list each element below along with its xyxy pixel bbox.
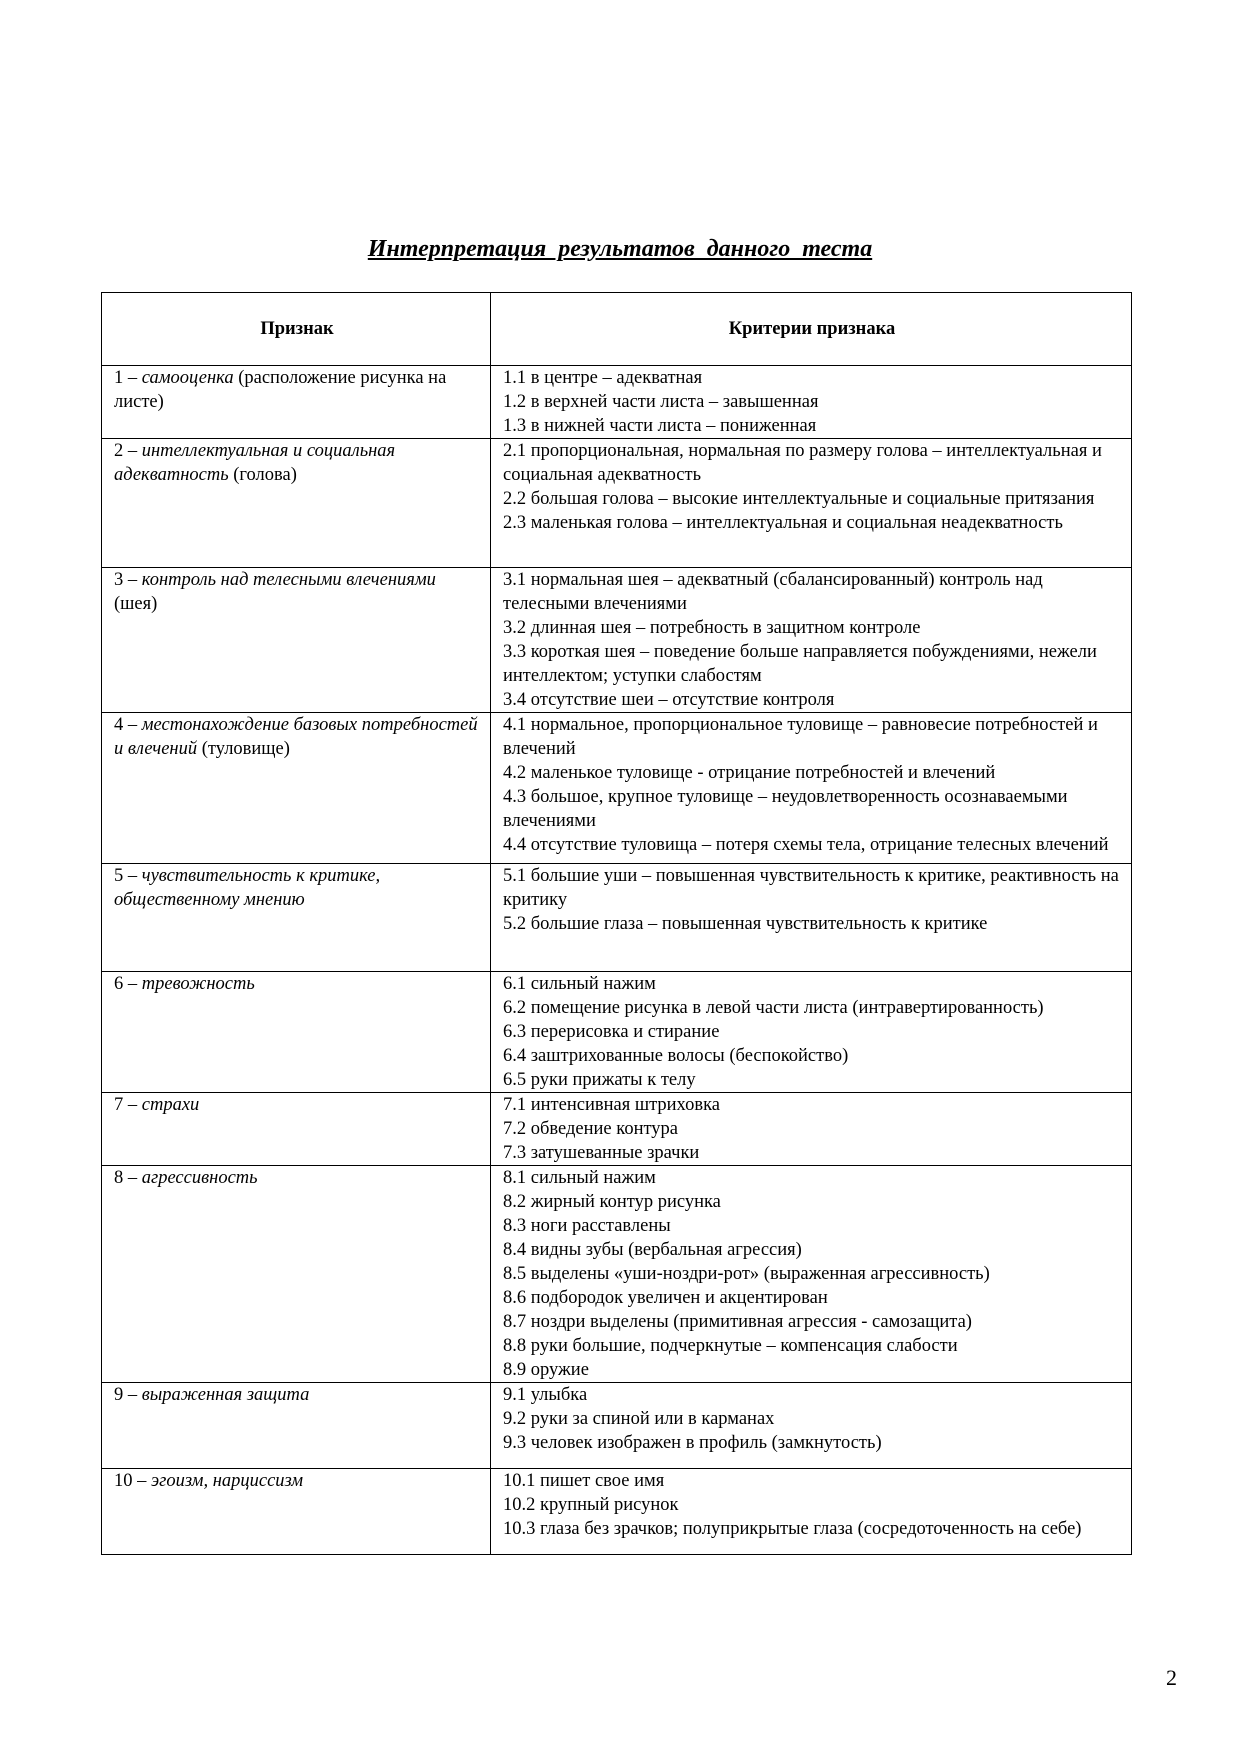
sign-term: самооценка [141,368,234,388]
sign-number: 2 – [114,441,142,461]
header-sign: Признак [102,293,491,366]
table-row [102,439,1132,568]
criterion-item: 5.2 большие глаза – повышенная чувствительность к критике [503,914,988,934]
criterion-item: 2.3 маленькая голова – интеллектуальная и социальная неадекватность [503,513,1063,533]
criterion-item: 10.3 глаза без зрачков; полуприкрытые глаза (сосредоточенность на себе) [503,1519,1082,1539]
sign-cell [102,972,491,1093]
sign-number: 1 – [114,368,142,388]
criterion-item: 9.1 улыбка [503,1385,588,1405]
sign-term: интеллектуальная и социальная адекватность [114,441,396,485]
sign-number: 4 – [114,715,142,735]
sign-cell [102,1166,491,1383]
sign-number: 9 – [114,1385,142,1405]
sign-number: 10 – [114,1471,151,1491]
criterion-item: 9.3 человек изображен в профиль (замкнутость) [503,1433,882,1453]
criterion-item: 10.2 крупный рисунок [503,1495,679,1515]
sign-cell [102,713,491,864]
criterion-item: 6.4 заштрихованные волосы (беспокойство) [503,1046,849,1066]
criterion-item: 8.8 руки большие, подчеркнутые – компенсация слабости [503,1336,958,1356]
criteria-cell [491,1166,1132,1383]
page-number: 2 [1166,1665,1177,1690]
criterion-item: 8.9 оружие [503,1360,589,1380]
criterion-item: 3.4 отсутствие шеи – отсутствие контроля [503,690,835,710]
criterion-item: 4.3 большое, крупное туловище – неудовлетворенность осознаваемыми влечениями [503,787,1068,831]
sign-term: тревожность [141,974,255,994]
criterion-item: 4.1 нормальное, пропорциональное туловище – равновесие потребностей и влечений [503,715,1098,759]
criterion-item: 2.2 большая голова – высокие интеллектуальные и социальные притязания [503,489,1095,509]
criteria-cell [491,1093,1132,1166]
criterion-item: 3.1 нормальная шея – адекватный (сбалансированный) контроль над телесными влечениями [503,570,1043,614]
sign-number: 8 – [114,1168,142,1188]
criteria-cell [491,1469,1132,1555]
criteria-cell [491,1383,1132,1469]
sign-term: чувствительность к критике, общественному мнению [114,866,381,910]
criterion-item: 6.1 сильный нажим [503,974,656,994]
criterion-item: 1.1 в центре – адекватная [503,368,703,388]
sign-term: эгоизм, нарциссизм [151,1471,304,1491]
sign-number: 7 – [114,1095,142,1115]
criterion-item: 2.1 пропорциональная, нормальная по размеру голова – интеллектуальная и социальная адекватность [503,441,1102,485]
criterion-item: 7.3 затушеванные зрачки [503,1143,700,1163]
table-body [102,366,1132,1555]
criteria-cell [491,972,1132,1093]
criterion-item: 6.2 помещение рисунка в левой части листа (интравертированность) [503,998,1044,1018]
criterion-item: 4.2 маленькое туловище - отрицание потребностей и влечений [503,763,996,783]
sign-cell [102,1469,491,1555]
table-row [102,568,1132,713]
table-row [102,713,1132,864]
sign-cell [102,366,491,439]
criterion-item: 3.3 короткая шея – поведение больше направляется побуждениями, нежели интеллектом; уступки слабостям [503,642,1097,686]
criteria-cell [491,439,1132,568]
sign-term: агрессивность [141,1168,258,1188]
criterion-item: 4.4 отсутствие туловища – потеря схемы тела, отрицание телесных влечений [503,835,1109,855]
criterion-item: 1.2 в верхней части листа – завышенная [503,392,819,412]
sign-note: (голова) [228,465,297,485]
criteria-cell [491,568,1132,713]
criteria-cell [491,366,1132,439]
criterion-item: 5.1 большие уши – повышенная чувствительность к критике, реактивность на критику [503,866,1119,910]
criterion-item: 7.2 обведение контура [503,1119,679,1139]
sign-cell [102,439,491,568]
sign-cell [102,568,491,713]
document-title: Интерпретация результатов данного теста [367,236,873,262]
criterion-item: 8.2 жирный контур рисунка [503,1192,721,1212]
criterion-item: 10.1 пишет свое имя [503,1471,665,1491]
sign-note: (расположение рисунка на листе) [114,368,447,412]
sign-number: 6 – [114,974,142,994]
sign-term: выраженная защита [141,1385,310,1405]
sign-cell [102,1093,491,1166]
criteria-cell [491,864,1132,972]
table-row [102,366,1132,439]
sign-number: 5 – [114,866,142,886]
criterion-item: 8.6 подбородок увеличен и акцентирован [503,1288,828,1308]
sign-term: местонахождение базовых потребностей и влечений [114,715,478,759]
sign-cell [102,864,491,972]
criterion-item: 7.1 интенсивная штриховка [503,1095,720,1115]
table-header-row [102,293,1132,366]
criteria-cell [491,713,1132,864]
sign-note: (шея) [114,594,158,614]
sign-cell [102,1383,491,1469]
criterion-item: 8.5 выделены «уши-ноздри-рот» (выраженная агрессивность) [503,1264,990,1284]
interpretation-table [101,292,1132,1555]
criterion-item: 8.4 видны зубы (вербальная агрессия) [503,1240,802,1260]
sign-note: (туловище) [197,739,290,759]
criterion-item: 8.3 ноги расставлены [503,1216,671,1236]
header-criteria: Критерии признака [491,293,1132,366]
criterion-item: 3.2 длинная шея – потребность в защитном контроле [503,618,921,638]
sign-term: контроль над телесными влечениями [141,570,436,590]
sign-number: 3 – [114,570,142,590]
sign-term: страхи [141,1095,200,1115]
table-row [102,972,1132,1093]
criterion-item: 1.3 в нижней части листа – пониженная [503,416,817,436]
table-row [102,1469,1132,1555]
table-row [102,1093,1132,1166]
criterion-item: 6.5 руки прижаты к телу [503,1070,696,1090]
criterion-item: 6.3 перерисовка и стирание [503,1022,720,1042]
table-row [102,864,1132,972]
criterion-item: 8.1 сильный нажим [503,1168,656,1188]
table-row [102,1383,1132,1469]
criterion-item: 9.2 руки за спиной или в карманах [503,1409,775,1429]
table-row [102,1166,1132,1383]
criterion-item: 8.7 ноздри выделены (примитивная агрессия - самозащита) [503,1312,972,1332]
